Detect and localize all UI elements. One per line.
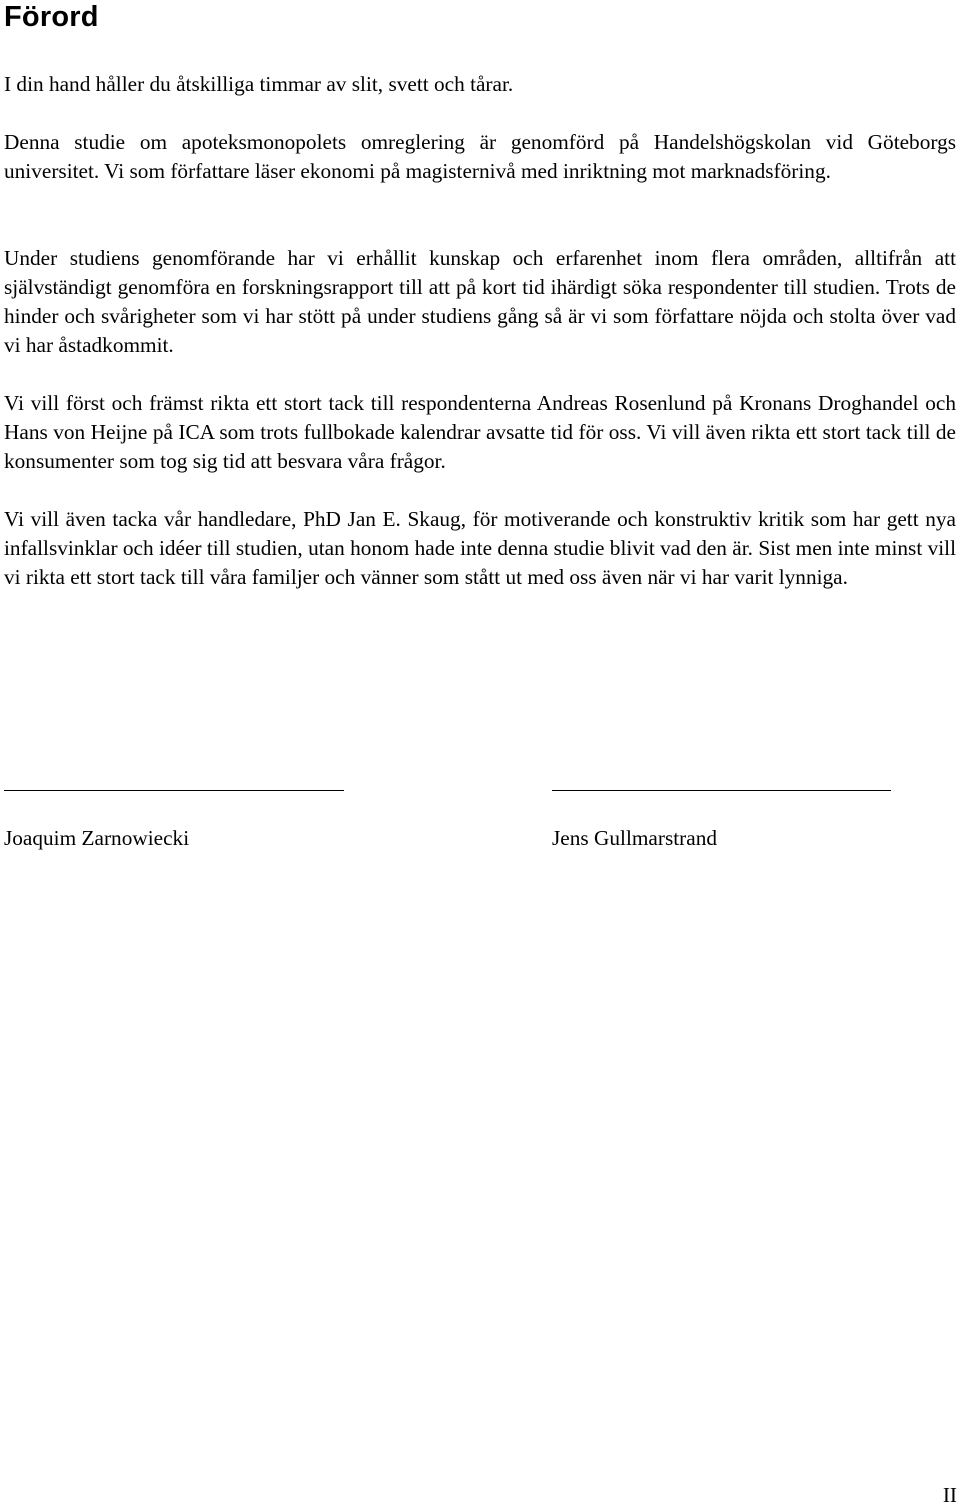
paragraph-study-context: Denna studie om apoteksmonopolets omreglering är genomförd på Handelshögskolan vid Göteborgs universitet. Vi som författare läser ekonomi på magisternivå med inriktning mot marknadsföring. (4, 130, 956, 183)
paragraph-thanks-supervisor: Vi vill även tacka vår handledare, PhD Jan E. Skaug, för motiverande och konstruktiv kritik som har gett nya infallsvinklar och idéer till studien, utan honom hade inte denna studie blivit vad den är. Sist men inte minst vill vi rikta ett stort tack till våra familjer och vänner som stått ut med oss även när vi har varit lynniga. (4, 507, 956, 589)
signature-line-left (4, 790, 344, 791)
paragraph-intro: I din hand håller du åtskilliga timmar av slit, svett och tårar. (4, 72, 514, 96)
signature-line-right (552, 790, 891, 791)
signature-name-right: Jens Gullmarstrand (552, 826, 718, 850)
paragraph-experience: Under studiens genomförande har vi erhållit kunskap och erfarenhet inom flera områden, alltifrån att självständigt genomföra en forskningsrapport till att på kort tid ihärdigt söka respondenter till studien. Trots de hinder och svårigheter som vi har stött på under studiens gång så är vi som författare nöjda och stolta över vad vi har åstadkommit. (4, 246, 956, 357)
paragraph-thanks-respondents: Vi vill först och främst rikta ett stort tack till respondenterna Andreas Rosenlund på Kronans Droghandel och Hans von Heijne på ICA som trots fullbokade kalendrar avsatte tid för oss. Vi vill även rikta ett stort tack till de konsumenter som tog sig tid att besvara våra frågor. (4, 391, 956, 473)
signature-name-left: Joaquim Zarnowiecki (4, 826, 190, 850)
page-title: Förord (4, 1, 99, 33)
page-number: II (942, 1483, 957, 1507)
